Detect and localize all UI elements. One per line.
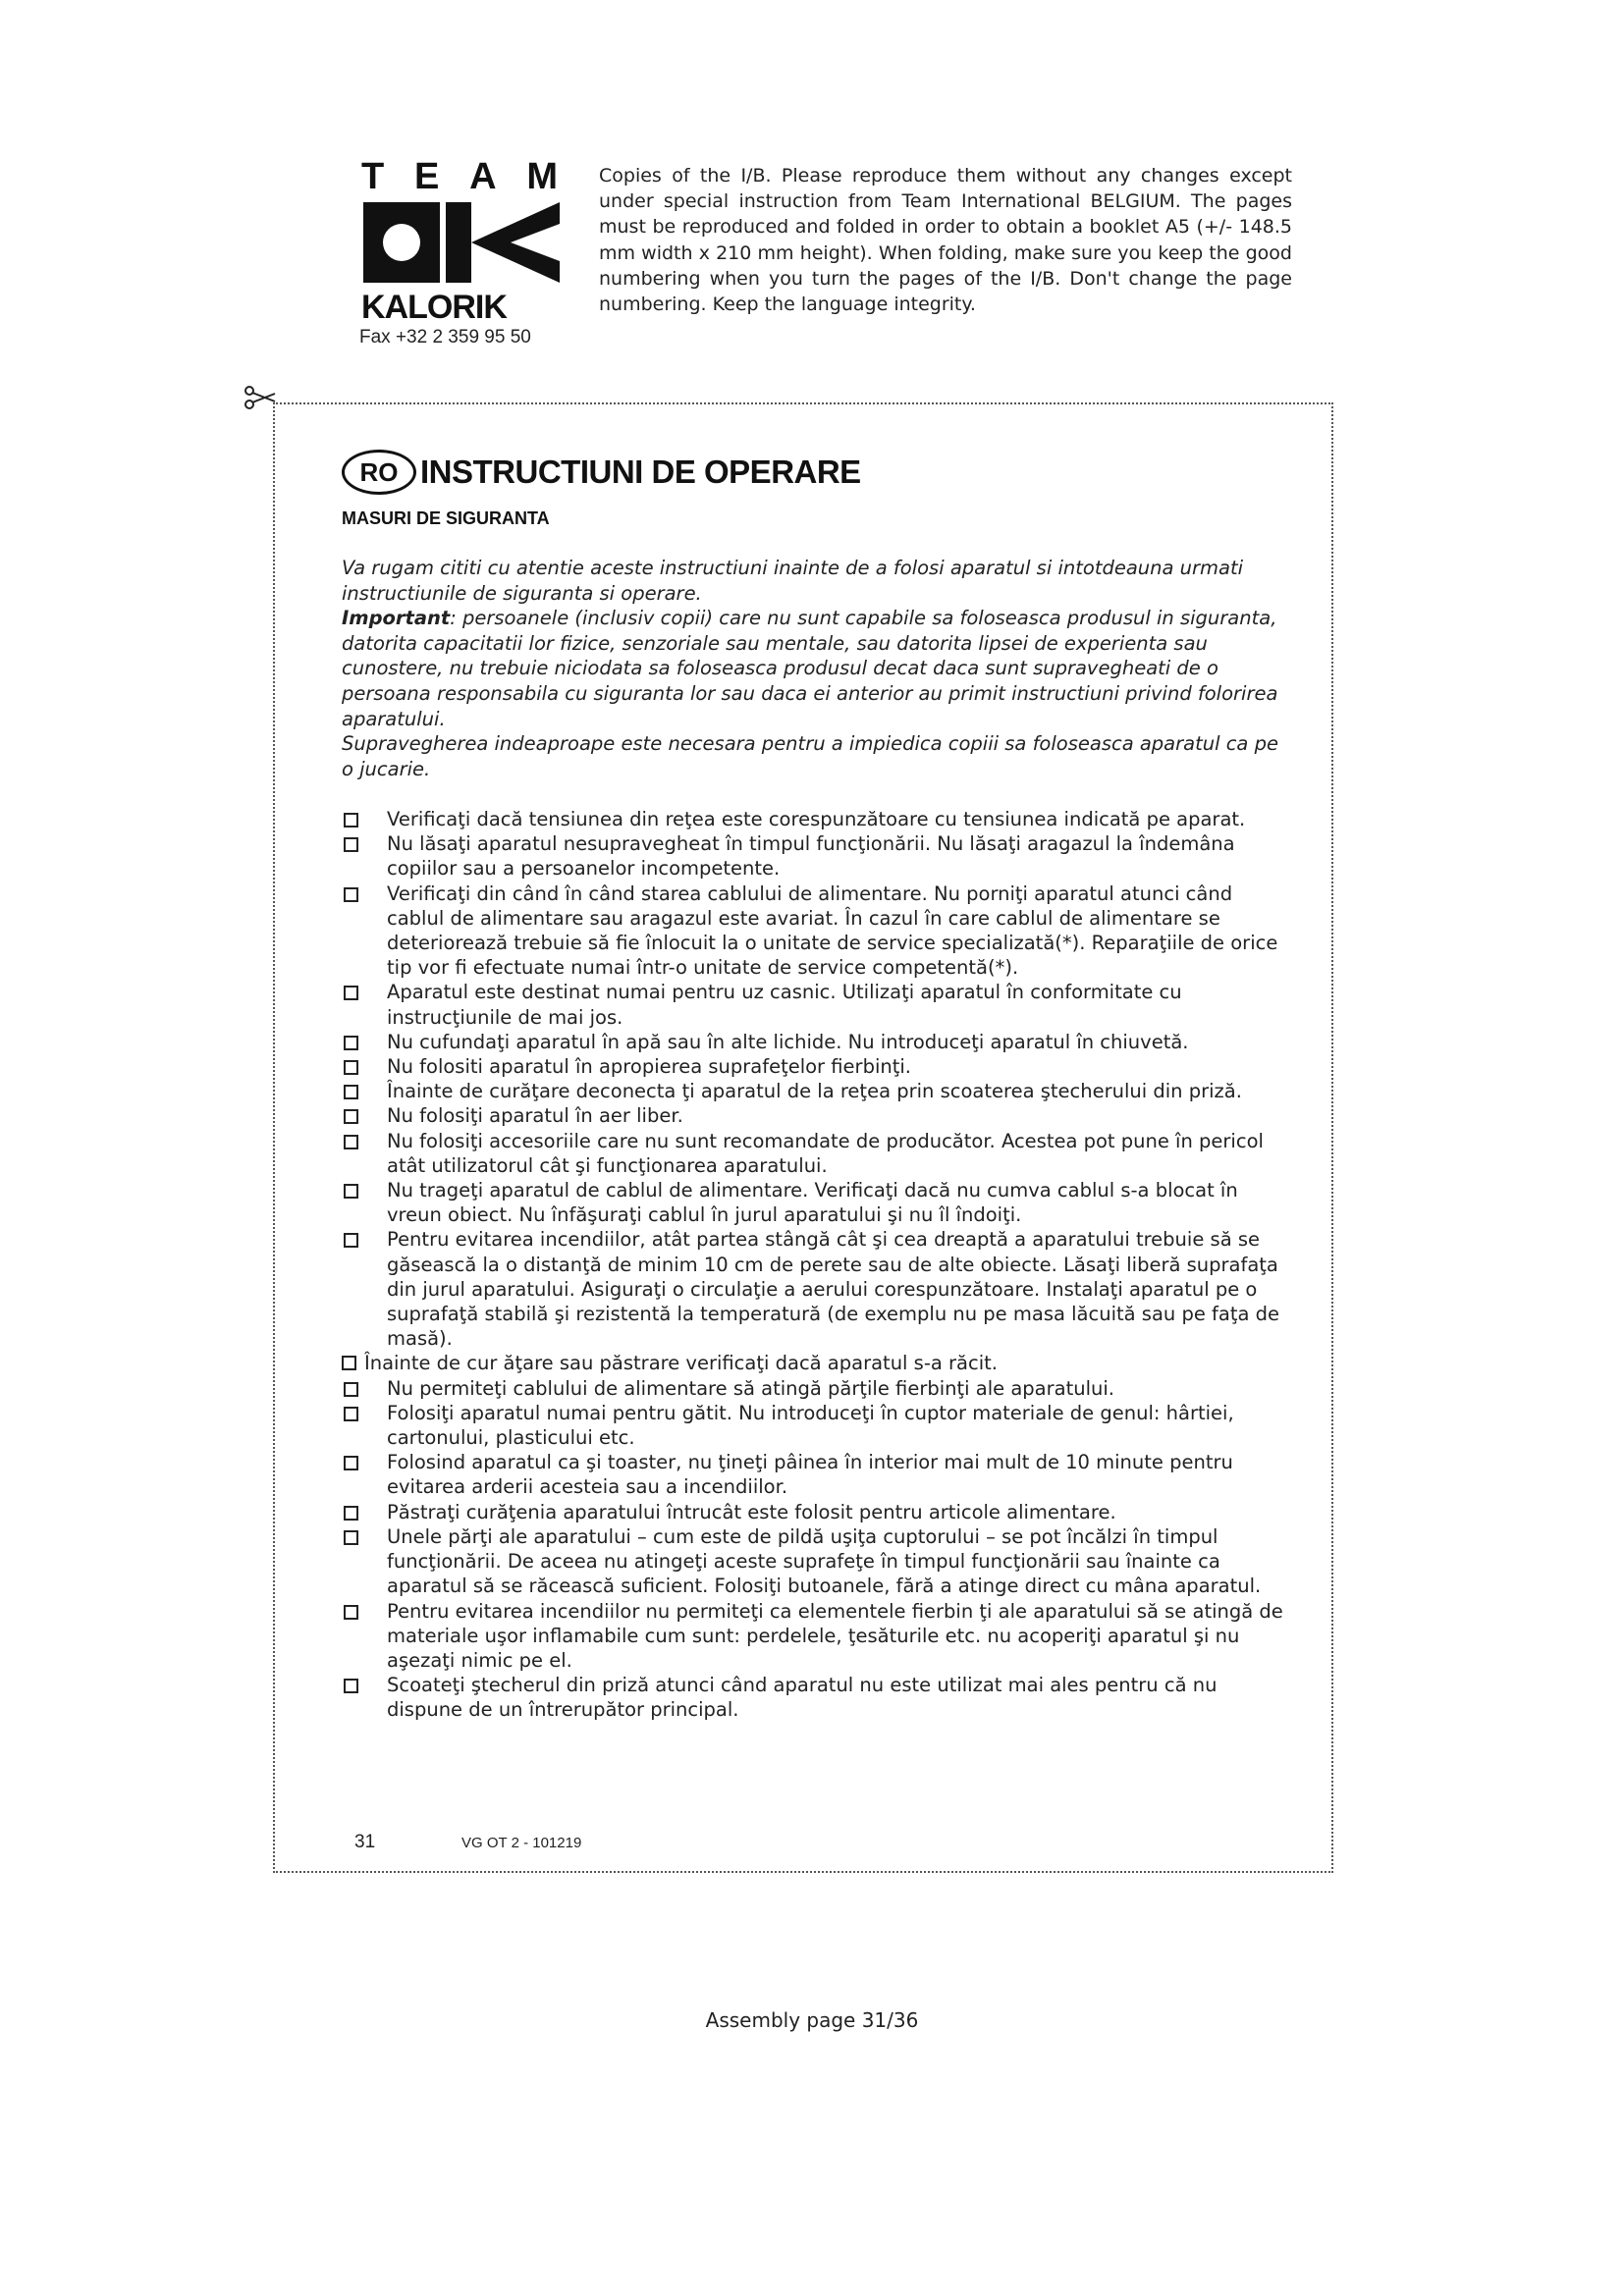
list-item [342, 1673, 1294, 1722]
list-item-text: Nu permiteţi cablului de alimentare să atingă părţile fierbinţi ale aparatului. [387, 1376, 1114, 1400]
checkbox-bullet-icon [342, 1356, 356, 1370]
list-item [342, 1401, 1294, 1450]
fax-number: Fax +32 2 359 95 50 [359, 327, 531, 347]
checkbox-bullet-icon [344, 887, 358, 902]
checkbox-bullet-icon [344, 1605, 358, 1620]
supervision-paragraph: Supravegherea indeaproape este necesara pentru a impiedica copiii sa foloseasca aparatul ca pe o jucarie. [342, 732, 1278, 780]
checkbox-bullet-icon [344, 1233, 358, 1248]
list-item [342, 1129, 1294, 1178]
list-item [342, 1500, 1294, 1524]
list-item-text: Folosind aparatul ca şi toaster, nu ţineţi pâinea în interior mai mult de 10 minute pentru evitarea arderii acesteia sau a incendiilor. [387, 1451, 1233, 1499]
checkbox-bullet-icon [344, 1036, 358, 1050]
list-item [342, 881, 1294, 981]
list-item [342, 1079, 1294, 1103]
list-item [342, 831, 1294, 881]
important-label: Important [342, 607, 451, 630]
scissors-icon [244, 385, 277, 410]
kalorik-k-icon [363, 202, 560, 283]
checkbox-bullet-icon [344, 986, 358, 1000]
list-item [342, 980, 1294, 1029]
checkbox-bullet-icon [344, 1382, 358, 1397]
list-item-text: Nu lăsaţi aparatul nesupravegheat în timpul funcţionării. Nu lăsaţi aragazul la îndemâna copiilor sau a persoanelor incompetente. [387, 832, 1235, 881]
list-item-text: Unele părţi ale aparatului – cum este de pildă uşiţa cuptorului – se pot încălzi în timpul funcţionării. De aceea nu atingeţi aceste suprafeţe în timpul funcţionării sau înainte ca aparatul să se răcească suficient. Folosiţi butoanele, fără a atinge direct cu mâna aparatul. [387, 1524, 1262, 1598]
list-item [342, 1599, 1294, 1674]
checkbox-bullet-icon [344, 1679, 358, 1693]
list-item-text: Verificaţi dacă tensiunea din reţea este corespunzătoare cu tensiunea indicată pe aparat. [387, 808, 1246, 830]
checkbox-bullet-icon [344, 1085, 358, 1099]
assembly-page-label: Assembly page 31/36 [705, 2008, 919, 2032]
checkbox-bullet-icon [344, 1060, 358, 1075]
list-item [342, 1178, 1294, 1227]
intro-paragraph: Va rugam cititi cu atentie aceste instructiuni inainte de a folosi aparatul si intotdeauna urmati instructiunile de siguranta si operare. [342, 557, 1244, 605]
section-heading [342, 450, 861, 495]
checkbox-bullet-icon [344, 1184, 358, 1199]
list-item [342, 1054, 1294, 1079]
list-item-text: Scoateţi ştecherul din priză atunci când aparatul nu este utilizat mai ales pentru că nu dispune de un întrerupător principal. [387, 1674, 1218, 1722]
checkbox-bullet-icon [344, 1506, 358, 1521]
list-item [342, 807, 1294, 831]
page-number: 31 [354, 1832, 376, 1852]
list-item [342, 1351, 1294, 1375]
section-subtitle: MASURI DE SIGURANTA [342, 508, 550, 528]
checkbox-bullet-icon [344, 1109, 358, 1124]
list-item [342, 1227, 1294, 1351]
list-item-text: Nu cufundaţi aparatul în apă sau în alte lichide. Nu introduceţi aparatul în chiuvetă. [387, 1030, 1189, 1053]
checkbox-bullet-icon [344, 837, 358, 852]
checkbox-bullet-icon [344, 813, 358, 828]
list-item-text: Pentru evitarea incendiilor nu permiteţi ca elementele fierbin ţi ale aparatului să se atingă de materiale uşor inflamabile cum sunt: perdelele, ţesăturile etc. nu acoperiţi aparatul şi nu aşezaţi nimic pe el. [387, 1599, 1283, 1672]
list-item-text: Înainte de curăţare deconecta ţi aparatul de la reţea prin scoaterea ştecherului din priză. [387, 1080, 1242, 1103]
logo-kalorik-text: KALORIK [361, 289, 507, 326]
checkbox-bullet-icon [344, 1530, 358, 1545]
safety-list [342, 807, 1294, 1723]
list-item [342, 1376, 1294, 1401]
list-item-text: Nu folosiţi accesoriile care nu sunt recomandate de producător. Acestea pot pune în pericol atât utilizatorul cât şi funcţionarea aparatului. [387, 1129, 1264, 1177]
important-paragraph [342, 606, 1286, 731]
checkbox-bullet-icon [344, 1456, 358, 1470]
document-code: VG OT 2 - 101219 [461, 1835, 582, 1851]
list-item-text: Nu folosiţi aparatul în aer liber. [387, 1104, 683, 1128]
list-item-text: Verificaţi din când în când starea cablului de alimentare. Nu porniţi aparatul atunci când cablul de alimentare sau aragazul este avariat. În cazul în care cablul de alimentare se deteriorează trebuie să fie înlocuit la o unitate de service specializată(*). Reparaţiile de orice tip vor fi efectuate numai într-o unitate de service competentă(*). [387, 881, 1278, 980]
list-item-text: Păstraţi curăţenia aparatului întrucât este folosit pentru articole alimentare. [387, 1500, 1116, 1523]
intro-text [342, 556, 1286, 781]
list-item-text: Folosiţi aparatul numai pentru gătit. Nu introduceţi în cuptor materiale de genul: hârtiei, cartonului, plasticului etc. [387, 1401, 1234, 1450]
reproduction-notice: Copies of the I/B. Please reproduce them without any changes except under special instruction from Team International BELGIUM. The pages must be reproduced and folded in order to obtain a booklet A5 (+/- 148.5 mm width x 210 mm height). When folding, make sure you keep the good numbering when you turn the pages of the I/B. Don't change the page numbering. Keep the language integrity. [599, 165, 1292, 316]
important-text: : persoanele (inclusiv copii) care nu sunt capabile sa foloseasca produsul in siguranta, datorita capacitatii lor fizice, senzoriale sau mentale, sau datorita lipsei de experienta sau cunostere, nu trebuie niciodata sa foloseasca produsul decat daca sunt supravegheati de o persoana responsabila cu siguranta lor sau daca ei anterior au primit instructiuni privind folorirea aparatului. [342, 607, 1278, 730]
list-item-text: Aparatul este destinat numai pentru uz casnic. Utilizaţi aparatul în conformitate cu instrucţiunile de mai jos. [387, 981, 1182, 1029]
logo-team-text: T E A M [361, 156, 558, 197]
checkbox-bullet-icon [344, 1407, 358, 1421]
list-item [342, 1103, 1294, 1128]
checkbox-bullet-icon [344, 1135, 358, 1149]
list-item [342, 1030, 1294, 1054]
list-item-text: Înainte de cur ăţare sau păstrare verificaţi dacă aparatul s-a răcit. [364, 1352, 998, 1375]
list-item [342, 1450, 1294, 1499]
list-item [342, 1524, 1294, 1599]
list-item-text: Pentru evitarea incendiilor, atât partea stângă cât şi cea dreaptă a aparatului trebuie să se găsească la o distanţă de minim 10 cm de perete sau de alte obiecte. Lăsaţi liberă suprafaţa din jurul aparatului. Asiguraţi o circulaţie a aerului corespunzătoare. Instalaţi aparatul pe o suprafaţă stabilă şi rezistentă la temperatură (de exemplu nu pe masa lăcuită sau pe faţa de masă). [387, 1228, 1280, 1351]
language-badge: RO [342, 450, 416, 495]
page-title: INSTRUCTIUNI DE OPERARE [420, 454, 861, 490]
list-item-text: Nu trageţi aparatul de cablul de alimentare. Verificaţi dacă nu cumva cablul s-a blocat în vreun obiect. Nu înfăşuraţi cablul în jurul aparatului şi nu îl îndoiţi. [387, 1179, 1238, 1227]
team-kalorik-logo [361, 157, 568, 327]
list-item-text: Nu folositi aparatul în apropierea suprafeţelor fierbinţi. [387, 1055, 911, 1079]
